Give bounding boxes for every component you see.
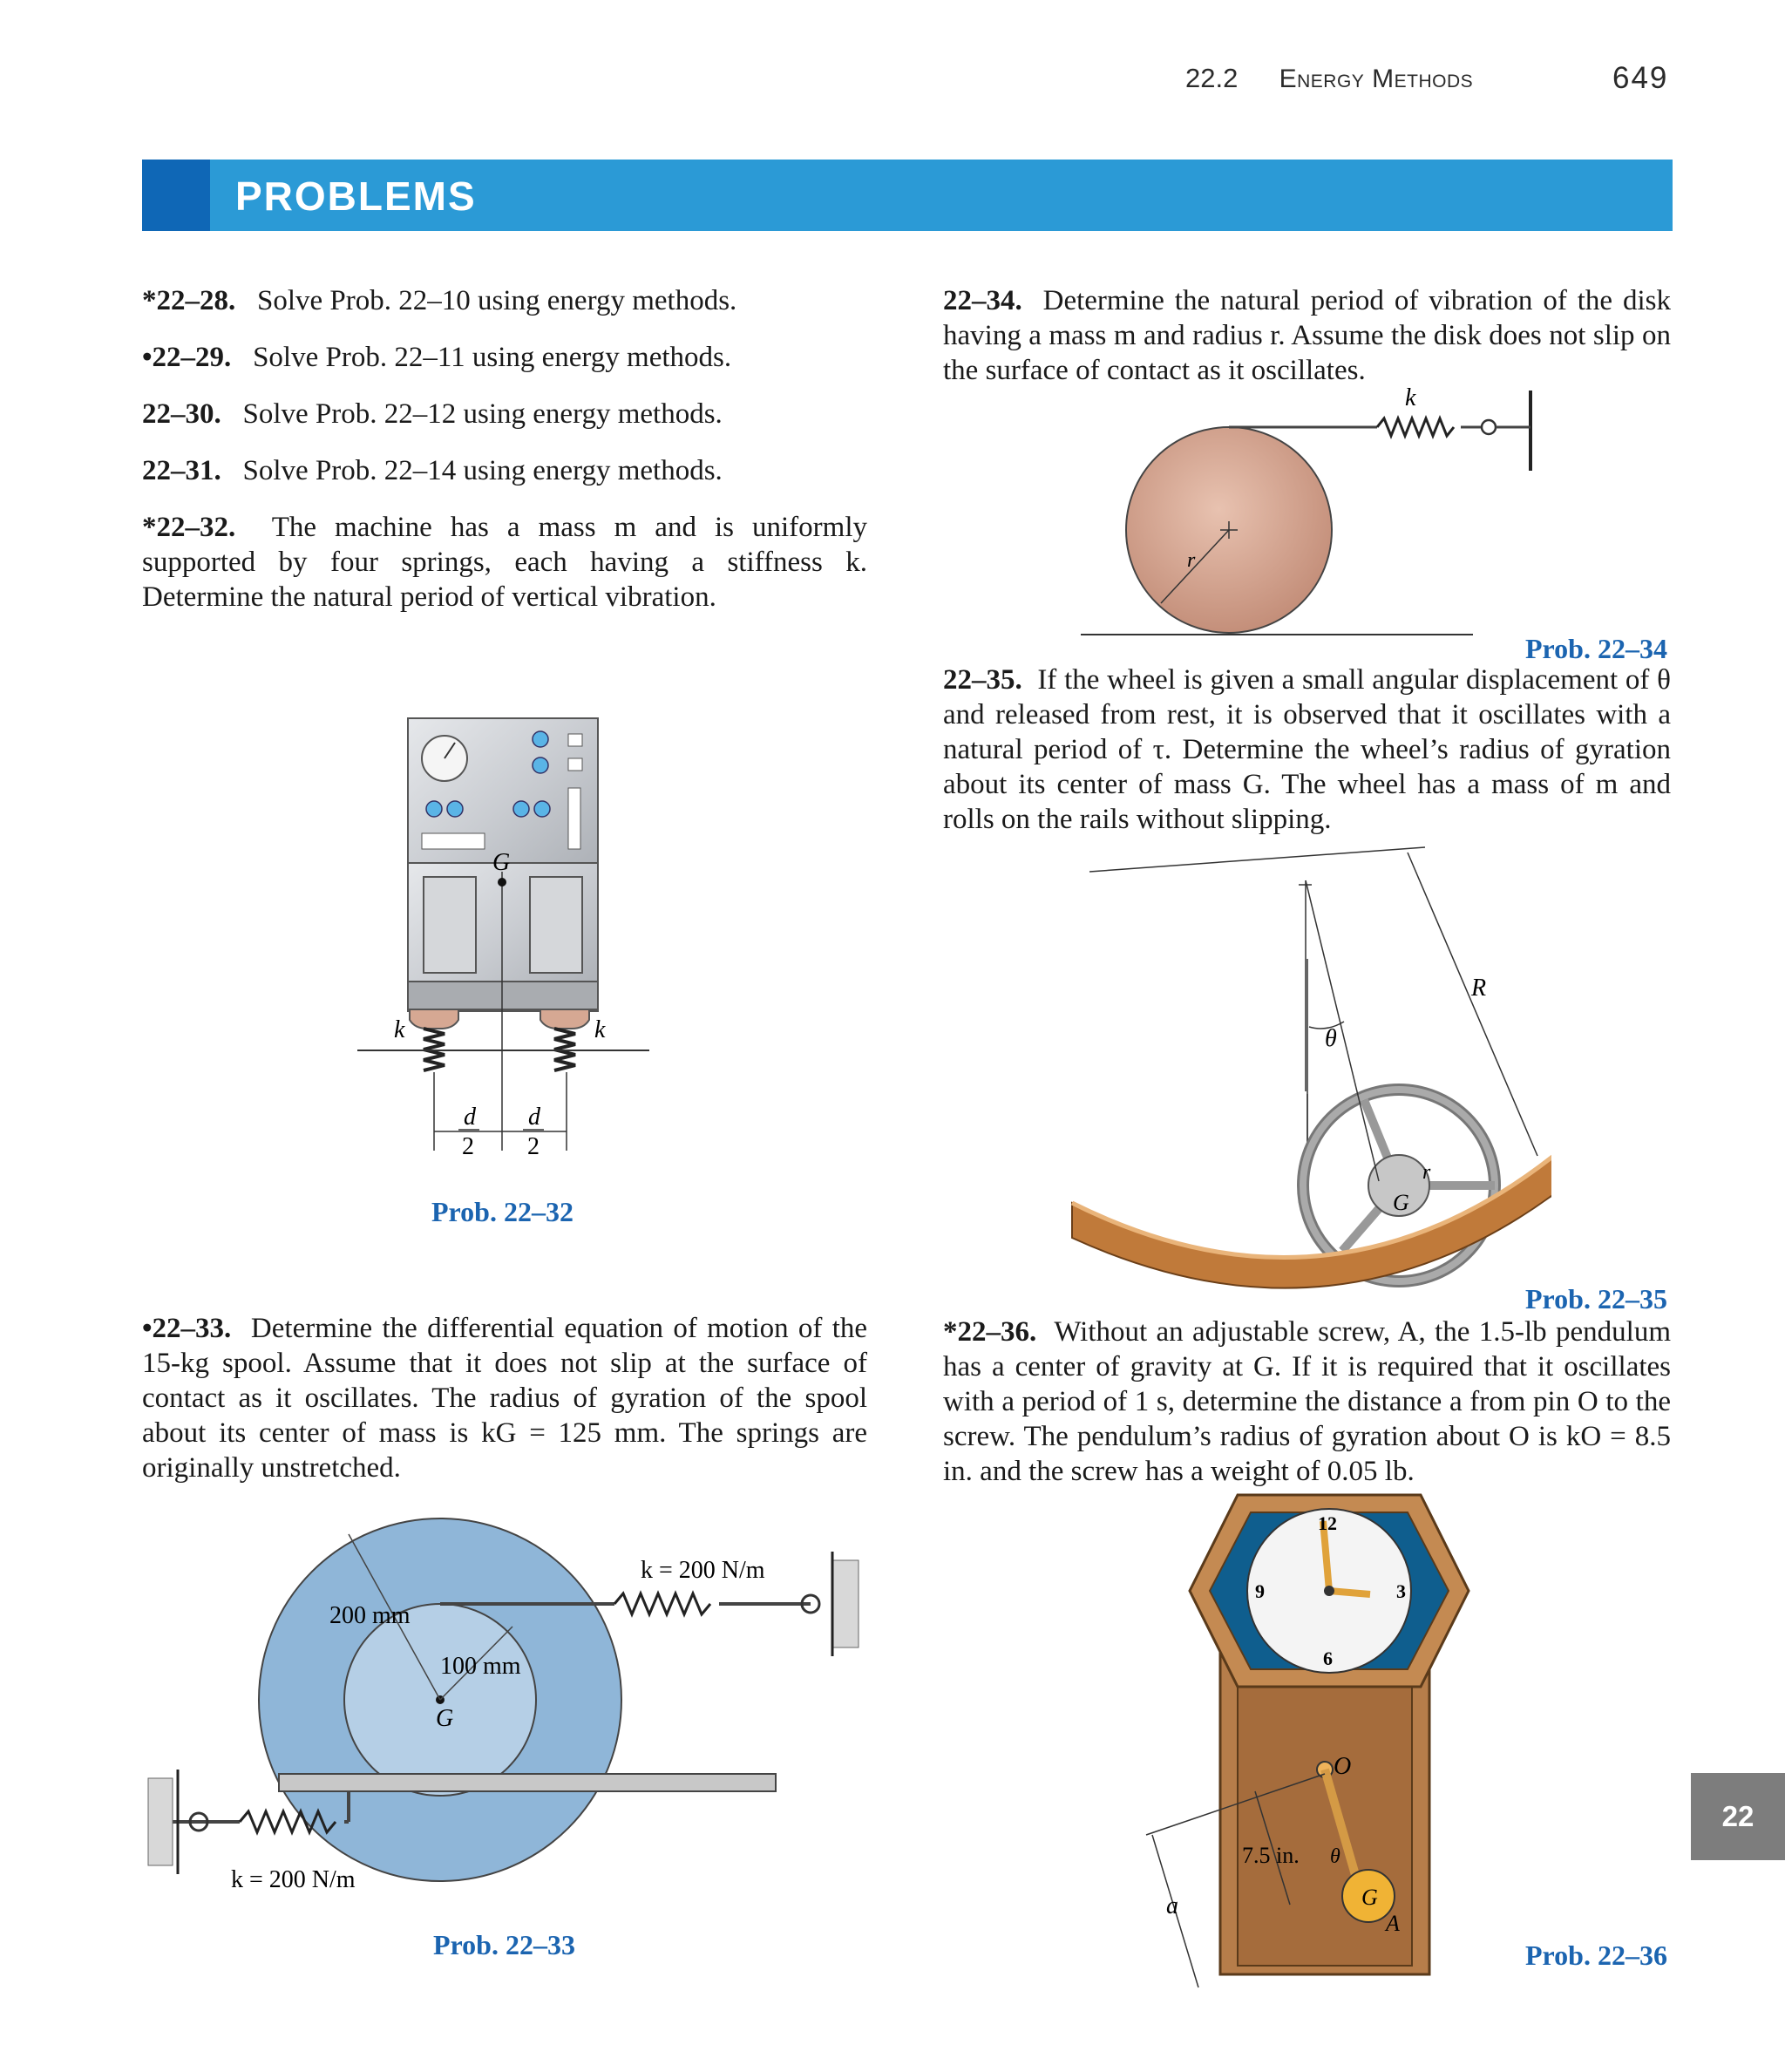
label-G: G — [436, 1705, 454, 1732]
problem-number: 22–31. — [142, 455, 221, 486]
problem-22-33 — [142, 1311, 867, 1485]
problem-text: Without an adjustable screw, A, the 1.5-lb pendulum has a center of gravity at G. If it is required that it oscillates with a period of 1 s, determine the distance a from pin O to the screw. The pendulum’s radius of gyration about O is kO = 8.5 in. and the screw has a weight of 0.05 lb. — [943, 1316, 1671, 1487]
problem-22-31 — [142, 453, 865, 488]
problem-text: Determine the differential equation of motion of the 15-kg spool. Assume that it does not slip at the surface of contact as it oscillates. The radius of gyration of the spool about its center of mass is kG = 125 mm. The springs are originally unstretched. — [142, 1313, 868, 1484]
caption-22-35: Prob. 22–35 — [1525, 1283, 1667, 1315]
problem-text: Solve Prob. 22–11 using energy methods. — [253, 342, 732, 373]
problem-22-30 — [142, 397, 865, 431]
problem-22-34 — [943, 283, 1671, 388]
problem-22-35 — [943, 662, 1671, 837]
problem-text: Determine the natural period of vibration of the disk having a mass m and radius r. Assume the disk does not slip on the surface of contact as it oscillates. — [943, 285, 1671, 386]
problem-number: *22–28. — [142, 285, 236, 316]
figure-22-33 — [139, 1517, 872, 1918]
center-of-mass-dot — [498, 878, 506, 887]
problem-number: 22–30. — [142, 398, 221, 430]
chapter-tab-label: 22 — [1721, 1800, 1754, 1832]
banner-accent — [142, 160, 210, 231]
label-R: R — [1471, 975, 1487, 1002]
label-12: 12 — [1318, 1512, 1337, 1534]
label-G: G — [1393, 1190, 1409, 1215]
figure-22-32 — [349, 697, 662, 1168]
problem-22-28 — [142, 283, 865, 318]
label-r: r — [1187, 549, 1196, 572]
label-k-bottom: k = 200 N/m — [231, 1866, 356, 1893]
problem-number: •22–33. — [142, 1313, 232, 1344]
problem-22-32 — [142, 510, 867, 615]
label-2-left: 2 — [462, 1133, 474, 1160]
problem-number: *22–32. — [142, 512, 236, 543]
running-header — [1185, 63, 1473, 94]
problem-text: Solve Prob. 22–10 using energy methods. — [257, 285, 737, 316]
caption-22-34: Prob. 22–34 — [1525, 633, 1667, 664]
label-6: 6 — [1323, 1647, 1333, 1669]
problem-number: *22–36. — [943, 1316, 1037, 1348]
label-G: G — [1361, 1885, 1378, 1910]
label-100mm: 100 mm — [440, 1653, 521, 1680]
problem-text: Solve Prob. 22–12 using energy methods. — [242, 398, 723, 430]
label-9: 9 — [1255, 1580, 1265, 1602]
problem-text: The machine has a mass m and is uniformly supported by four springs, each having a stiffness k. Determine the natural period of vertical vibration. — [142, 512, 867, 613]
label-theta: θ — [1330, 1845, 1340, 1868]
problem-number: •22–29. — [142, 342, 232, 373]
figure-22-35 — [1063, 837, 1551, 1308]
problem-number: 22–34. — [943, 285, 1022, 316]
problem-text: Solve Prob. 22–14 using energy methods. — [242, 455, 723, 486]
label-3: 3 — [1396, 1580, 1406, 1602]
label-a: a — [1166, 1892, 1178, 1919]
caption-22-36: Prob. 22–36 — [1525, 1940, 1667, 1971]
label-r: r — [1422, 1161, 1431, 1184]
section-number: 22.2 — [1185, 63, 1239, 93]
figure-22-36 — [1133, 1486, 1482, 1992]
problem-text: If the wheel is given a small angular displacement of θ and released from rest, it is observed that it oscillates with a natural period of τ. Determine the wheel’s radius of gyration about its center of mass G. The wheel has a mass of m and rolls on the rails without slipping. — [943, 664, 1671, 835]
caption-22-33: Prob. 22–33 — [433, 1929, 575, 1960]
label-theta: θ — [1325, 1025, 1337, 1052]
page-number: 649 — [1612, 61, 1669, 95]
chapter-tab — [1691, 1773, 1785, 1860]
label-O: O — [1334, 1753, 1352, 1780]
problem-number: 22–35. — [943, 664, 1022, 696]
label-k-top: k = 200 N/m — [641, 1557, 765, 1584]
problem-22-36 — [943, 1315, 1671, 1489]
section-title: Energy Methods — [1279, 65, 1474, 93]
label-7-5-in: 7.5 in. — [1242, 1843, 1300, 1868]
figure-22-34 — [1063, 375, 1551, 645]
problem-22-29 — [142, 340, 865, 375]
caption-22-32: Prob. 22–32 — [431, 1196, 574, 1227]
label-d-left: d — [464, 1104, 476, 1131]
label-k-right: k — [594, 1016, 606, 1043]
label-200mm: 200 mm — [329, 1602, 411, 1629]
label-k-left: k — [394, 1016, 405, 1043]
label-2-right: 2 — [527, 1133, 540, 1160]
banner-title: PROBLEMS — [235, 173, 477, 219]
label-G: G — [492, 849, 511, 876]
label-k: k — [1405, 384, 1416, 411]
label-d-right: d — [528, 1104, 540, 1131]
label-A: A — [1386, 1911, 1400, 1936]
